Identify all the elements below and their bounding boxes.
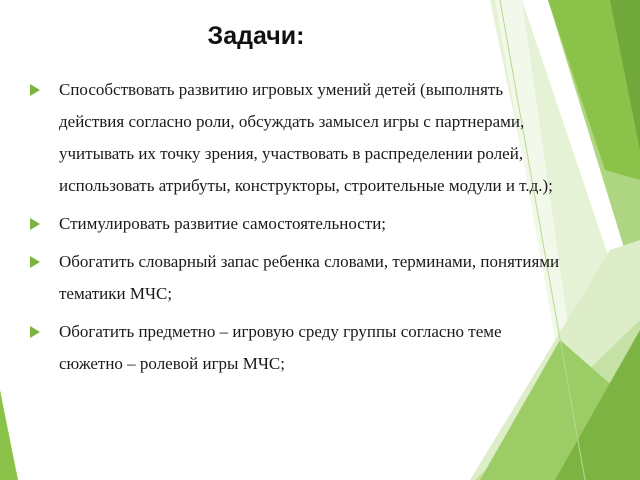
decor-left-bottom-triangle [0, 390, 18, 480]
list-item [30, 74, 560, 202]
task-list [30, 74, 560, 386]
list-item [30, 246, 560, 310]
list-item-text: Обогатить словарный запас ребенка словами, терминами, понятиями тематики МЧС; [59, 252, 560, 303]
slide-title: Задачи: [207, 22, 305, 50]
list-item-text: Способствовать развитию игровых умений детей (выполнять действия согласно роли, обсуждать замысел игры с партнерами, учитывать их точку зрения, участвовать в распределении ролей, использовать атрибуты, конструкторы, строительные модули и т.д.); [59, 80, 553, 195]
list-item-text: Стимулировать развитие самостоятельности; [59, 214, 387, 233]
triangle-bullet-icon [30, 84, 40, 96]
list-item [30, 208, 560, 240]
list-item [30, 316, 560, 380]
triangle-bullet-icon [30, 326, 40, 338]
list-item-text: Обогатить предметно – игровую среду группы согласно теме сюжетно – ролевой игры МЧС; [59, 322, 502, 373]
triangle-bullet-icon [30, 218, 40, 230]
triangle-bullet-icon [30, 256, 40, 268]
